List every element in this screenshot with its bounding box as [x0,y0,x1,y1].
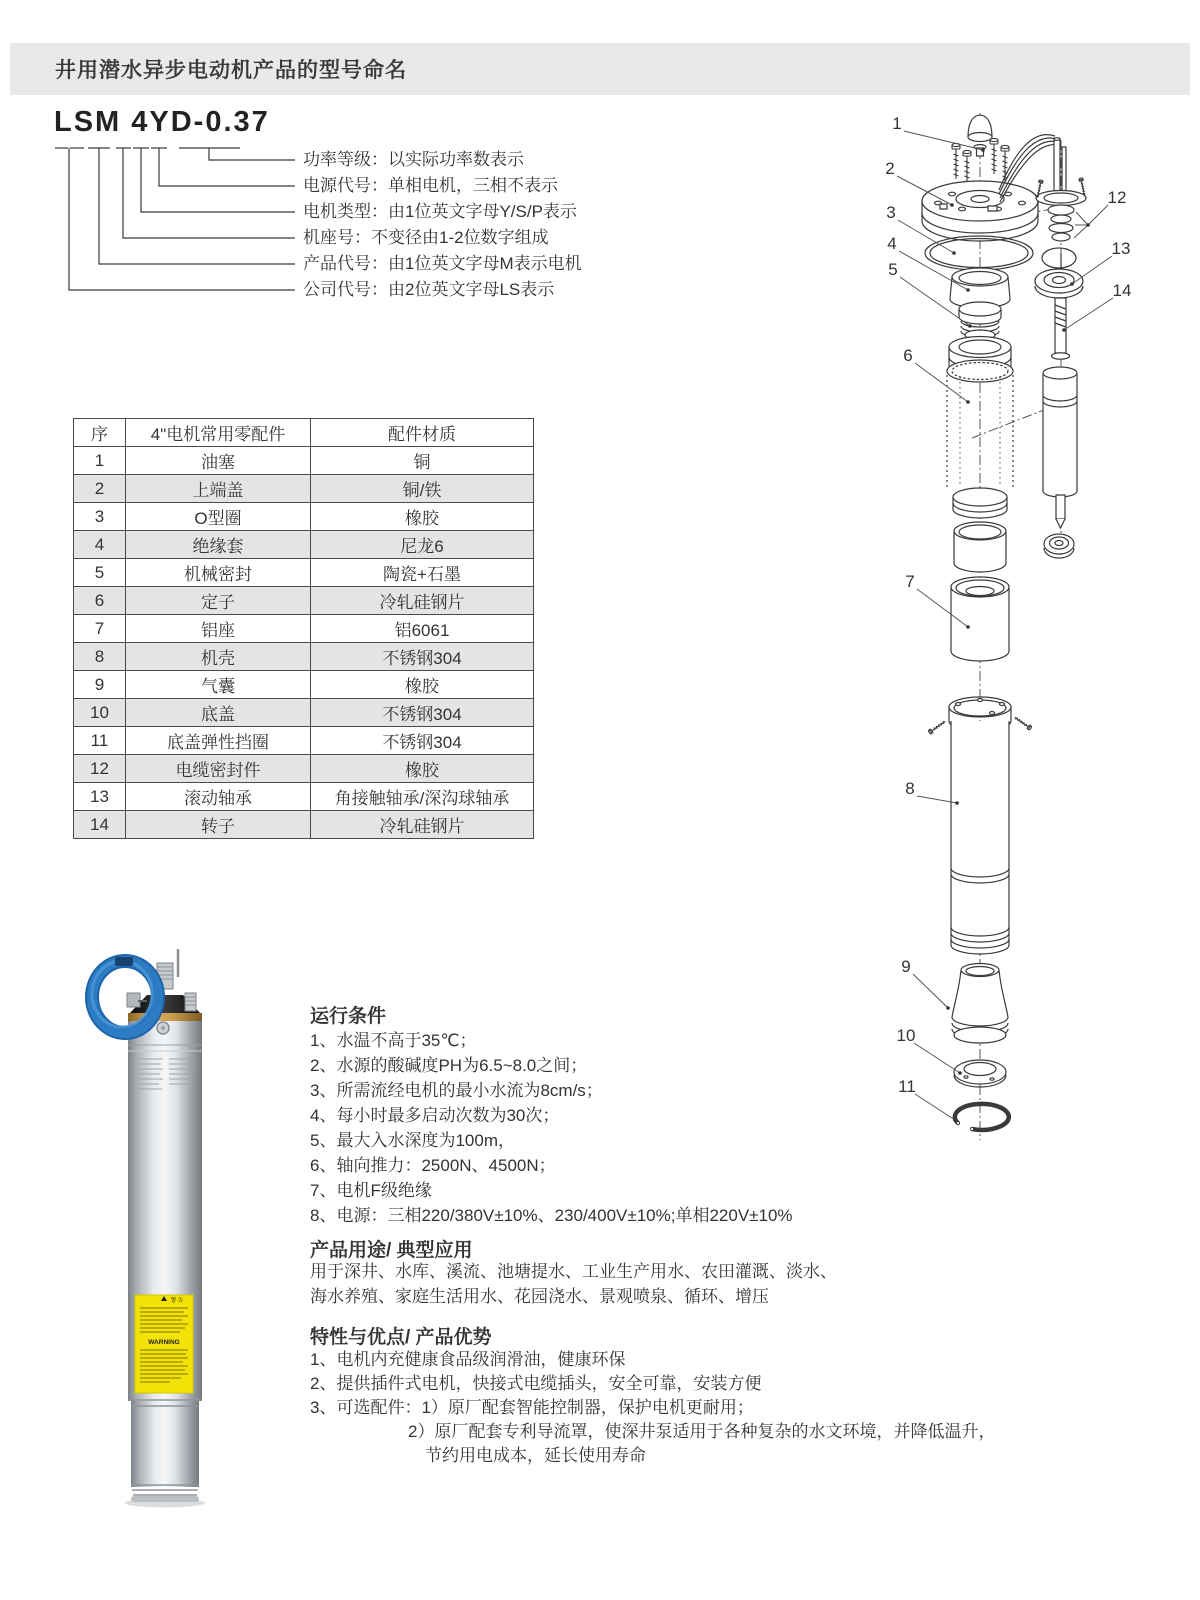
cell-part: 定子 [126,587,311,615]
cell-material: 铜 [311,447,534,475]
cell-index: 10 [74,699,126,727]
rotor-bearing [1044,534,1074,558]
warning-title-en: WARNING [148,1339,180,1346]
table-row [74,615,534,643]
cell-part: O型圈 [126,503,311,531]
mechanical-seal [959,302,1001,340]
cell-material: 陶瓷+石墨 [311,559,534,587]
cell-part: 转子 [126,811,311,839]
model-label-product: 产品代号：由1位英文字母M表示电机 [303,254,582,273]
cell-part: 上端盖 [126,475,311,503]
table-row [74,447,534,475]
casing [928,697,1032,954]
warning-title-cn: 警 告 [170,1298,184,1304]
cell-material: 角接触轴承/深沟球轴承 [311,783,534,811]
table-row [74,475,534,503]
list-item: 2、水源的酸碱度PH为6.5~8.0之间； [310,1056,588,1075]
cable-plug-pins [1054,138,1066,191]
table-header-row [74,419,534,447]
callout-label-2: 2 [885,159,895,178]
callout-label-9: 9 [901,957,911,976]
callout-label-13: 13 [1111,239,1131,258]
cell-material: 尼龙6 [311,531,534,559]
list-item: 8、电源：三相220/380V±10%、230/400V±10%;单相220V±10% [310,1206,793,1225]
spacer-ring [954,522,1006,572]
callout-label-14: 14 [1112,281,1132,300]
cell-index: 2 [74,475,126,503]
list-item: 3、可选配件：1）原厂配套智能控制器，保护电机更耐用； [310,1398,754,1417]
cell-part: 底盖 [126,699,311,727]
callout-label-1: 1 [892,114,902,133]
section-title-operating: 运行条件 [310,1006,387,1027]
aluminum-seat [951,577,1009,661]
applications-list [310,1259,837,1309]
model-label-supply: 电源代号：单相电机，三相不表示 [303,176,558,195]
parts-table [73,418,534,839]
model-label-power: 功率等级：以实际功率数表示 [303,150,524,169]
page-title: 井用潜水异步电动机产品的型号命名 [55,59,407,82]
retaining-ring [955,1104,1009,1131]
table-row [74,643,534,671]
cell-index: 11 [74,727,126,755]
callout-label-12: 12 [1107,188,1127,207]
cell-index: 3 [74,503,126,531]
cell-index: 4 [74,531,126,559]
cell-part: 电缆密封件 [126,755,311,783]
oil-plug [968,115,992,156]
cell-part: 机械密封 [126,559,311,587]
text-line: 海水养殖、家庭生活用水、花园浇水、景观喷泉、循环、增压 [310,1287,769,1306]
col-header-part: 4"电机常用零配件 [126,419,311,447]
cell-index: 7 [74,615,126,643]
section-title-features: 特性与优点/ 产品优势 [310,1327,492,1348]
table-row [74,587,534,615]
list-item: 1、水温不高于35℃； [310,1031,477,1050]
list-item: 5、最大入水深度为100m， [310,1131,515,1150]
callout-label-8: 8 [905,779,915,798]
cell-part: 滚动轴承 [126,783,311,811]
rotor [1043,367,1077,528]
callout-label-10: 10 [896,1026,916,1045]
table-row [74,671,534,699]
table-row [74,699,534,727]
table-row [74,531,534,559]
bottom-cover [954,1060,1006,1087]
cable-seal-stack [1048,205,1074,241]
section-title-applications: 产品用途/ 典型应用 [310,1240,473,1261]
cell-material: 不锈钢304 [311,643,534,671]
model-callout-lines [40,140,310,305]
list-item-continuation: 2）原厂配套专利导流罩，使深井泵适用于各种复杂的水文环境，并降低温升， [408,1422,996,1441]
cell-part: 机壳 [126,643,311,671]
cell-index: 12 [74,755,126,783]
cell-part: 铝座 [126,615,311,643]
list-item: 2、提供插件式电机，快接式电缆插头，安全可靠，安装方便 [310,1374,762,1393]
cell-material: 不锈钢304 [311,699,534,727]
cell-part: 底盖弹性挡圈 [126,727,311,755]
upper-end-cover [922,181,1038,241]
cell-index: 8 [74,643,126,671]
cell-part: 绝缘套 [126,531,311,559]
header-bar [10,43,1190,95]
list-item: 7、电机F级绝缘 [310,1181,432,1200]
cell-index: 1 [74,447,126,475]
text-line: 用于深井、水库、溪流、池塘提水、工业生产用水、农田灌溉、淡水、 [310,1262,837,1281]
col-header-material: 配件材质 [311,419,534,447]
air-bag [952,964,1008,1044]
cell-material: 铝6061 [311,615,534,643]
operating-list [310,1028,793,1228]
rolling-bearing [1035,269,1083,298]
model-label-frame: 机座号：不变径由1-2位数字组成 [303,228,549,247]
table-row [74,727,534,755]
cell-material: 冷轧硅钢片 [311,811,534,839]
cell-index: 13 [74,783,126,811]
cell-material: 冷轧硅钢片 [311,587,534,615]
table-row [74,811,534,839]
list-item: 3、所需流经电机的最小水流为8cm/s； [310,1081,603,1100]
list-item-continuation: 节约用电成本，延长使用寿命 [425,1446,646,1465]
table-row [74,503,534,531]
cell-material: 橡胶 [311,671,534,699]
exploded-diagram [840,95,1180,1165]
shaft-circlip [1042,248,1076,271]
model-label-type: 电机类型：由1位英文字母Y/S/P表示 [303,202,577,221]
col-header-index: 序 [74,419,126,447]
cell-material: 不锈钢304 [311,727,534,755]
motor-body [128,1017,202,1502]
cell-index: 9 [74,671,126,699]
table-row [74,559,534,587]
list-item: 1、电机内充健康食品级润滑油，健康环保 [310,1350,626,1369]
side-connector [185,993,196,1011]
model-label-company: 公司代号：由2位英文字母LS表示 [303,280,555,299]
model-code: LSM 4YD-0.37 [54,106,270,138]
list-item: 4、每小时最多启动次数为30次； [310,1106,560,1125]
cell-material: 橡胶 [311,755,534,783]
list-item: 6、轴向推力：2500N、4500N； [310,1156,556,1175]
cell-index: 14 [74,811,126,839]
cell-index: 6 [74,587,126,615]
callout-label-6: 6 [903,346,913,365]
table-row [74,755,534,783]
cell-index: 5 [74,559,126,587]
features-list [310,1348,995,1468]
callout-label-3: 3 [886,203,896,222]
cell-material: 铜/铁 [311,475,534,503]
cell-part: 油塞 [126,447,311,475]
product-photo [85,945,300,1510]
cell-material: 橡胶 [311,503,534,531]
table-row [74,783,534,811]
callout-label-4: 4 [887,234,897,253]
cell-part: 气囊 [126,671,311,699]
callout-label-7: 7 [905,572,915,591]
warning-label [135,1295,193,1393]
callout-label-5: 5 [888,260,898,279]
callout-label-11: 11 [898,1077,916,1096]
